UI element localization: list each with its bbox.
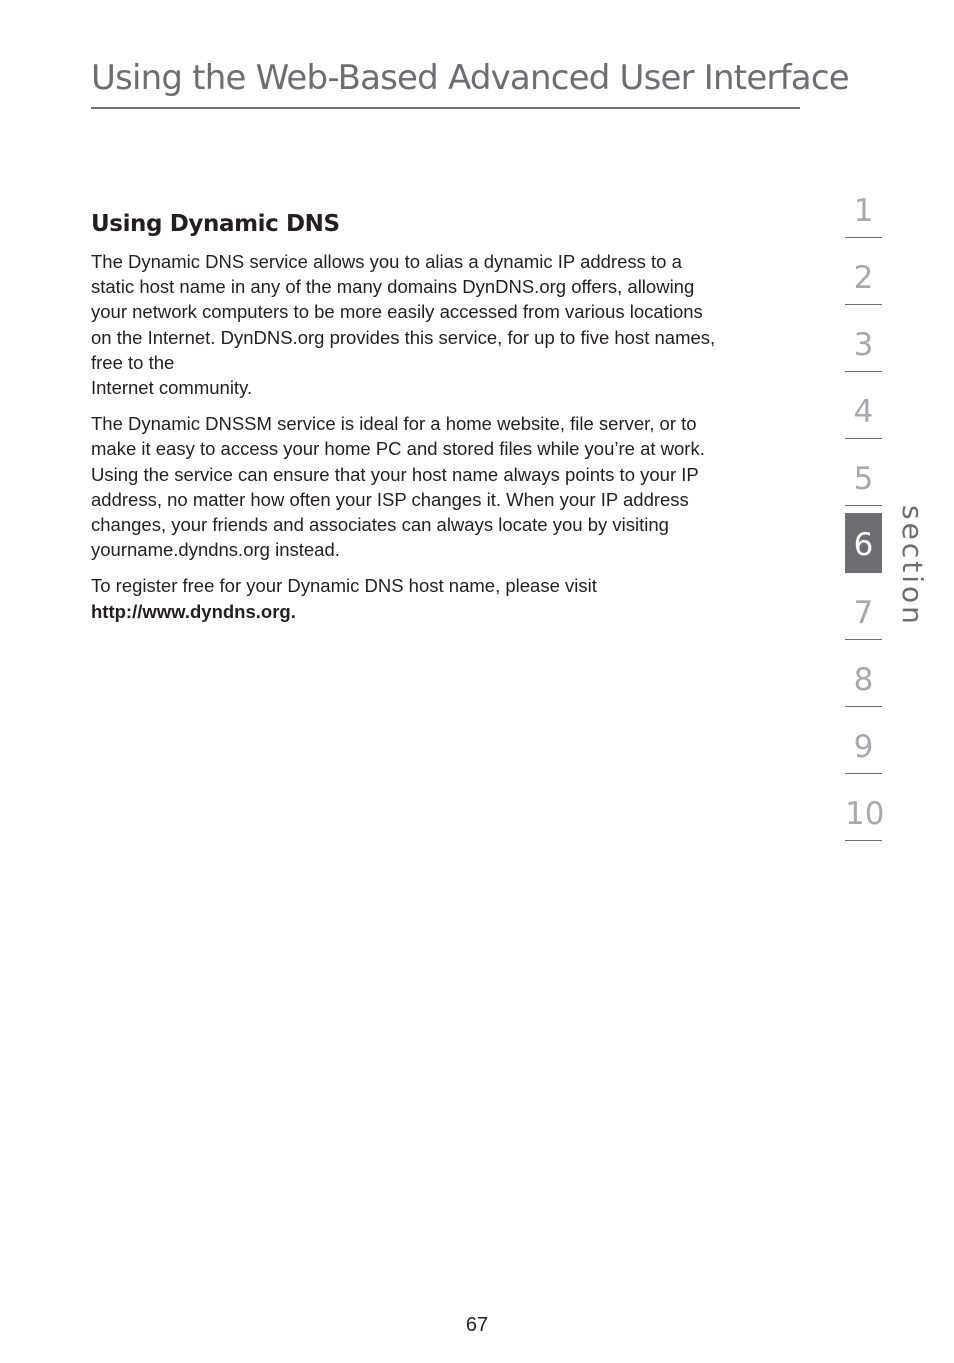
text-line: The Dynamic DNSSM service is ideal for a home website, file server, or to bbox=[91, 413, 697, 435]
text-line: static host name in any of the many domains DynDNS.org offers, allowing bbox=[91, 276, 695, 298]
section-nav-item-8[interactable] bbox=[845, 641, 882, 707]
section-number: 1 bbox=[853, 193, 874, 229]
text-line: yourname.dyndns.org instead. bbox=[91, 539, 340, 561]
section-number: 9 bbox=[853, 729, 874, 765]
text-line: Internet community. bbox=[91, 377, 253, 399]
section-number: 6 bbox=[853, 527, 874, 563]
section-number: 10 bbox=[845, 796, 885, 832]
section-number: 3 bbox=[853, 327, 874, 363]
main-content bbox=[91, 207, 801, 635]
section-nav-item-6-active[interactable] bbox=[845, 507, 882, 573]
text-line: make it easy to access your home PC and stored files while you’re at work. bbox=[91, 438, 705, 460]
section-nav bbox=[845, 172, 885, 842]
section-heading: Using Dynamic DNS bbox=[91, 211, 340, 237]
section-nav-item-5[interactable] bbox=[845, 440, 882, 506]
text-line: changes, your friends and associates can always locate you by visiting bbox=[91, 514, 669, 536]
section-number: 5 bbox=[853, 461, 874, 497]
text-line: your network computers to be more easily accessed from various locations bbox=[91, 301, 703, 323]
page-title: Using the Web-Based Advanced User Interface bbox=[91, 58, 849, 98]
paragraph-register bbox=[91, 573, 801, 623]
section-nav-item-1[interactable] bbox=[845, 172, 882, 238]
section-number: 2 bbox=[853, 260, 874, 296]
text-line: Using the service can ensure that your host name always points to your IP bbox=[91, 463, 699, 485]
section-number: 7 bbox=[853, 595, 874, 631]
section-nav-item-2[interactable] bbox=[845, 239, 882, 305]
section-nav-item-3[interactable] bbox=[845, 306, 882, 372]
text-line: To register free for your Dynamic DNS host name, please visit bbox=[91, 575, 597, 597]
section-number: 8 bbox=[853, 662, 874, 698]
text-line: The Dynamic DNS service allows you to alias a dynamic IP address to a bbox=[91, 251, 682, 272]
page-header bbox=[91, 56, 849, 109]
section-number: 4 bbox=[853, 394, 874, 430]
section-nav-item-4[interactable] bbox=[845, 373, 882, 439]
text-line: free to the bbox=[91, 351, 175, 373]
section-nav-item-10[interactable] bbox=[845, 775, 885, 841]
text-line: address, no matter how often your ISP changes it. When your IP address bbox=[91, 488, 689, 510]
section-nav-item-7[interactable] bbox=[845, 574, 882, 640]
section-nav-item-9[interactable] bbox=[845, 708, 882, 774]
page-number: 67 bbox=[465, 1314, 489, 1336]
text-line: on the Internet. DynDNS.org provides this service, for up to five host names, bbox=[91, 326, 716, 348]
section-label: section bbox=[896, 505, 929, 627]
paragraph-intro bbox=[91, 249, 801, 400]
dyndns-link[interactable]: http://www.dyndns.org. bbox=[91, 600, 296, 622]
paragraph-usage bbox=[91, 411, 801, 562]
